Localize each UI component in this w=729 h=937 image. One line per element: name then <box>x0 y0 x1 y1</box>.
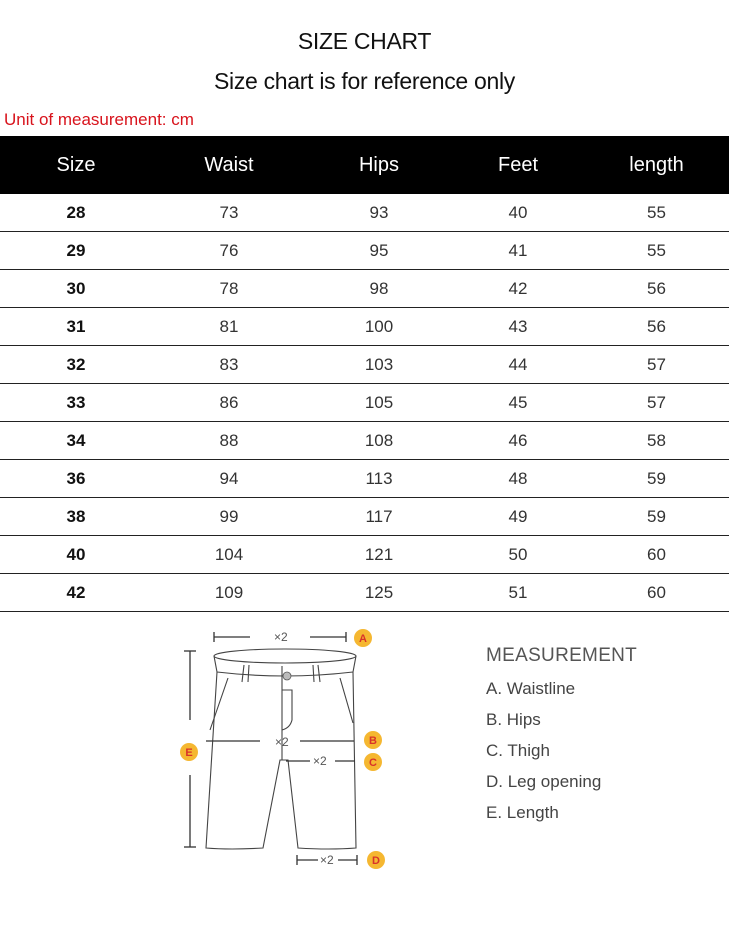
svg-text:C: C <box>369 757 377 769</box>
cell-feet: 43 <box>508 316 528 336</box>
cell-size: 40 <box>66 544 86 564</box>
cell-waist: 88 <box>219 430 239 450</box>
cell-feet: 40 <box>508 202 528 222</box>
legend-item-leg-opening: D. Leg opening <box>486 772 602 791</box>
cell-length: 59 <box>647 506 666 526</box>
column-header-hips: Hips <box>358 153 399 176</box>
table-row <box>0 460 729 498</box>
cell-length: 56 <box>647 278 666 298</box>
legend-item-waistline: A. Waistline <box>486 679 576 698</box>
cell-feet: 44 <box>508 354 528 374</box>
cell-length: 57 <box>647 392 666 412</box>
cell-length: 60 <box>647 582 666 602</box>
cell-hips: 121 <box>364 544 394 564</box>
cell-length: 56 <box>647 316 666 336</box>
cell-hips: 93 <box>369 202 389 222</box>
legend-title: MEASUREMENT <box>486 645 638 666</box>
cell-size: 30 <box>66 278 86 298</box>
cell-length: 60 <box>647 544 666 564</box>
column-header-length: length <box>629 153 684 176</box>
cell-length: 59 <box>647 468 666 488</box>
svg-text:×2: ×2 <box>275 735 289 749</box>
cell-hips: 125 <box>364 582 394 602</box>
table-row <box>0 536 729 574</box>
column-header-size: Size <box>56 153 96 176</box>
cell-waist: 94 <box>219 468 239 488</box>
svg-text:D: D <box>372 855 380 867</box>
cell-hips: 108 <box>364 430 394 450</box>
table-body <box>0 194 729 612</box>
svg-text:A: A <box>359 633 367 645</box>
cell-hips: 113 <box>365 468 393 488</box>
cell-waist: 83 <box>219 354 239 374</box>
cell-size: 29 <box>66 240 86 260</box>
svg-text:×2: ×2 <box>313 754 327 768</box>
cell-length: 55 <box>647 240 666 260</box>
cell-size: 32 <box>66 354 86 374</box>
cell-length: 58 <box>647 430 666 450</box>
legend-item-thigh: C. Thigh <box>486 741 550 760</box>
cell-waist: 81 <box>219 316 239 336</box>
cell-hips: 117 <box>365 506 393 526</box>
cell-hips: 95 <box>369 240 389 260</box>
page-title: SIZE CHART <box>297 28 432 54</box>
table-row <box>0 384 729 422</box>
cell-hips: 100 <box>364 316 394 336</box>
cell-size: 36 <box>66 468 86 488</box>
cell-hips: 103 <box>364 354 394 374</box>
table-row <box>0 308 729 346</box>
cell-hips: 98 <box>369 278 389 298</box>
cell-length: 57 <box>647 354 666 374</box>
table-header <box>0 136 729 194</box>
cell-size: 33 <box>66 392 86 412</box>
table-row <box>0 346 729 384</box>
cell-size: 42 <box>66 582 86 602</box>
table-row <box>0 232 729 270</box>
cell-waist: 99 <box>219 506 239 526</box>
cell-hips: 105 <box>364 392 394 412</box>
cell-waist: 76 <box>219 240 239 260</box>
svg-text:×2: ×2 <box>274 630 288 644</box>
column-header-waist: Waist <box>204 153 254 176</box>
cell-feet: 46 <box>508 430 528 450</box>
table-row <box>0 422 729 460</box>
size-table <box>0 136 729 612</box>
cell-feet: 45 <box>508 392 528 412</box>
legend-item-hips: B. Hips <box>486 710 541 729</box>
legend-item-length: E. Length <box>486 803 559 822</box>
svg-text:B: B <box>369 735 377 747</box>
table-row <box>0 498 729 536</box>
measurement-legend <box>486 645 637 834</box>
page-subtitle: Size chart is for reference only <box>213 68 516 94</box>
cell-size: 31 <box>66 316 86 336</box>
cell-feet: 49 <box>508 506 528 526</box>
cell-feet: 41 <box>508 240 528 260</box>
cell-size: 34 <box>66 430 86 450</box>
table-row <box>0 270 729 308</box>
shorts-diagram <box>170 620 400 880</box>
cell-feet: 48 <box>508 468 528 488</box>
cell-waist: 104 <box>214 544 244 564</box>
cell-waist: 109 <box>214 582 244 602</box>
svg-text:×2: ×2 <box>320 853 334 867</box>
cell-size: 38 <box>66 506 86 526</box>
svg-text:E: E <box>185 747 193 759</box>
column-header-feet: Feet <box>497 153 539 176</box>
cell-feet: 50 <box>508 544 528 564</box>
cell-length: 55 <box>647 202 666 222</box>
cell-feet: 42 <box>508 278 528 298</box>
table-row <box>0 194 729 232</box>
cell-waist: 73 <box>219 202 239 222</box>
cell-feet: 51 <box>508 582 528 602</box>
table-row <box>0 574 729 612</box>
unit-note: Unit of measurement: cm <box>4 110 194 129</box>
cell-waist: 78 <box>219 278 239 298</box>
cell-size: 28 <box>66 202 86 222</box>
cell-waist: 86 <box>219 392 239 412</box>
